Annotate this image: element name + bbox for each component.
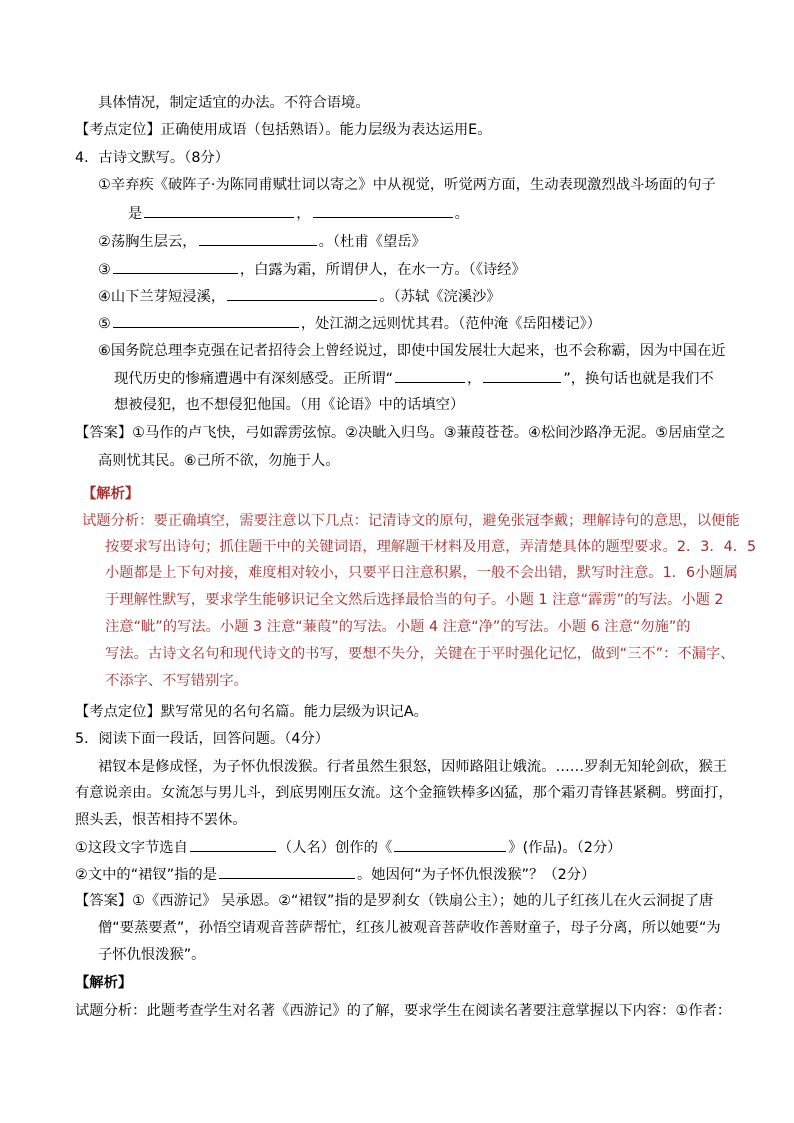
text: ⑤: [98, 316, 111, 332]
answer-blank[interactable]: [190, 837, 276, 852]
q4-item-6-blanks: [114, 368, 714, 389]
q4-item-6: ⑥国务院总理李克强在记者招待会上曾经说过，即使中国发展壮大起来，也不会称霸，因为中国在近: [98, 343, 726, 359]
analysis-line: 小题都是上下句对接，难度相对较小，只要平日注意积累，一般不会出错，默写时注意。1．6小题属: [105, 565, 738, 581]
text: ③: [98, 262, 111, 278]
answer-blank[interactable]: [227, 286, 377, 301]
text: ”，换句话也就是我们不: [563, 371, 714, 387]
answer-4-line-2: 高则忧其民。⑥己所不欲，勿施于人。: [98, 453, 340, 469]
analysis-line: 写法。古诗文名句和现代诗文的书写，要想不失分，关键在于平时强化记忆，做到“三不”：不漏字、: [105, 646, 735, 662]
text: 》(作品)。（2分）: [508, 840, 622, 856]
q4-item-1-blanks: [128, 203, 469, 224]
text: 是: [128, 206, 143, 222]
text: ，: [467, 371, 482, 387]
answer-blank[interactable]: [144, 203, 294, 218]
text: 。: [454, 206, 469, 222]
answer-5-line-3: 子怀仇恨泼猴”。: [98, 947, 206, 963]
text: 。（杜甫《望岳》: [318, 234, 426, 250]
text: 。（苏轼《浣溪沙》: [379, 289, 501, 305]
q4-item-6-end: 想被侵犯，也不想侵犯他国。（用《论语》中的话填空）: [114, 397, 465, 413]
text: 现代历史的惨痛遭遇中有深刻感受。正所谓“: [114, 371, 394, 387]
answer-blank[interactable]: [113, 313, 299, 328]
text: ①这段文字节选自: [75, 840, 188, 856]
q4-item-4: [98, 286, 501, 307]
kaodian-line: 【考点定位】正确使用成语（包括熟语）。能力层级为表达运用E。: [75, 122, 492, 138]
text: ，: [296, 206, 311, 222]
kaodian-line: 【考点定位】默写常见的名句名篇。能力层级为识记A。: [75, 704, 428, 720]
text-line: 具体情况，制定适宜的办法。不符合语境。: [98, 95, 370, 111]
text: 。她因何“为子怀仇恨泼猴”？（2分）: [357, 867, 596, 883]
analysis-line: 按要求写出诗句；抓住题干中的关键词语，理解题干材料及用意，弄清楚具体的题型要求。2．3．4．5: [105, 539, 757, 555]
q4-item-2: [98, 231, 426, 252]
text: ，处江湖之远则忧其君。（范仲淹《岳阳楼记》）: [300, 316, 602, 332]
analysis-line: 试题分析：要正确填空，需要注意以下几点：记清诗文的原句，避免张冠李戴；理解诗句的意思，以便能: [82, 513, 740, 529]
passage-line: 照头丢，恨苦相持不罢休。: [75, 812, 247, 828]
q4-item-1: ①辛弃疾《破阵子·为陈同甫赋壮词以寄之》中从视觉，听觉两方面，生动表现激烈战斗场面的句子: [98, 177, 716, 193]
analysis-line: 不添字、不写错别字。: [105, 673, 248, 689]
passage-line: 裙钗本是修成怪，为子怀仇恨泼猴。行者虽然生狠怒，因师路阻让娥流。……罗刹无知轮剑砍，猴王: [98, 759, 728, 775]
answer-blank[interactable]: [199, 231, 317, 246]
answer-5-line-2: 僧“要蒸要煮”，孙悟空请观音菩萨帮忙，红孩儿被观音菩萨收作善财童子，母子分离，所以她要“为: [98, 920, 721, 936]
text: ④山下兰芽短浸溪，: [98, 289, 226, 305]
answer-blank[interactable]: [395, 368, 465, 383]
question-5-title: 5．阅读下面一段话，回答问题。（4分）: [75, 731, 330, 747]
text: （人名）创作的《: [277, 840, 393, 856]
analysis-line: 于理解性默写，要求学生能够识记全文然后选择最恰当的句子。小题 1 注意“霹雳”的写法。小题 2: [105, 592, 724, 608]
answer-blank[interactable]: [113, 259, 238, 274]
answer-blank[interactable]: [394, 837, 506, 852]
answer-4-line-1: 【答案】①马作的卢飞快，弓如霹雳弦惊。②决眦入归鸟。③蒹葭苍苍。④松间沙路净无泥。⑤居庙堂之: [75, 425, 726, 441]
q4-item-3: [98, 259, 526, 280]
analysis-title: 【解析】: [75, 975, 133, 991]
text: ，白露为霜，所谓伊人，在水一方。（《诗经》: [239, 262, 526, 278]
q5-item-1: [75, 837, 621, 858]
answer-5-line-1: 【答案】①《西游记》 吴承恩。②“裙钗”指的是罗刹女（铁扇公主）；她的儿子红孩儿在火云洞捉了唐: [75, 893, 714, 909]
analysis-line: 试题分析：此题考查学生对名著《西游记》的了解，要求学生在阅读名著要注意掌握以下内容：①作者：: [75, 1003, 732, 1019]
analysis-line: 注意“眦”的写法。小题 3 注意“蒹葭”的写法。小题 4 注意“净”的写法。小题 6 注意“勿施”的: [105, 619, 691, 635]
question-4-title: 4．古诗文默写。（8分）: [75, 150, 230, 166]
q4-item-5: [98, 313, 601, 334]
q5-item-2: [75, 864, 595, 885]
text: ②文中的“裙钗”指的是: [75, 867, 218, 883]
passage-line: 有意说亲由。女流怎与男儿斗，到底男刚压女流。这个金箍铁棒多凶猛，那个霜刃青锋甚紧稠。劈面打，: [75, 785, 733, 801]
answer-blank[interactable]: [313, 203, 453, 218]
answer-blank[interactable]: [483, 368, 561, 383]
analysis-title: 【解析】: [82, 486, 140, 502]
text: ②荡胸生层云，: [98, 234, 197, 250]
answer-blank[interactable]: [219, 864, 355, 879]
